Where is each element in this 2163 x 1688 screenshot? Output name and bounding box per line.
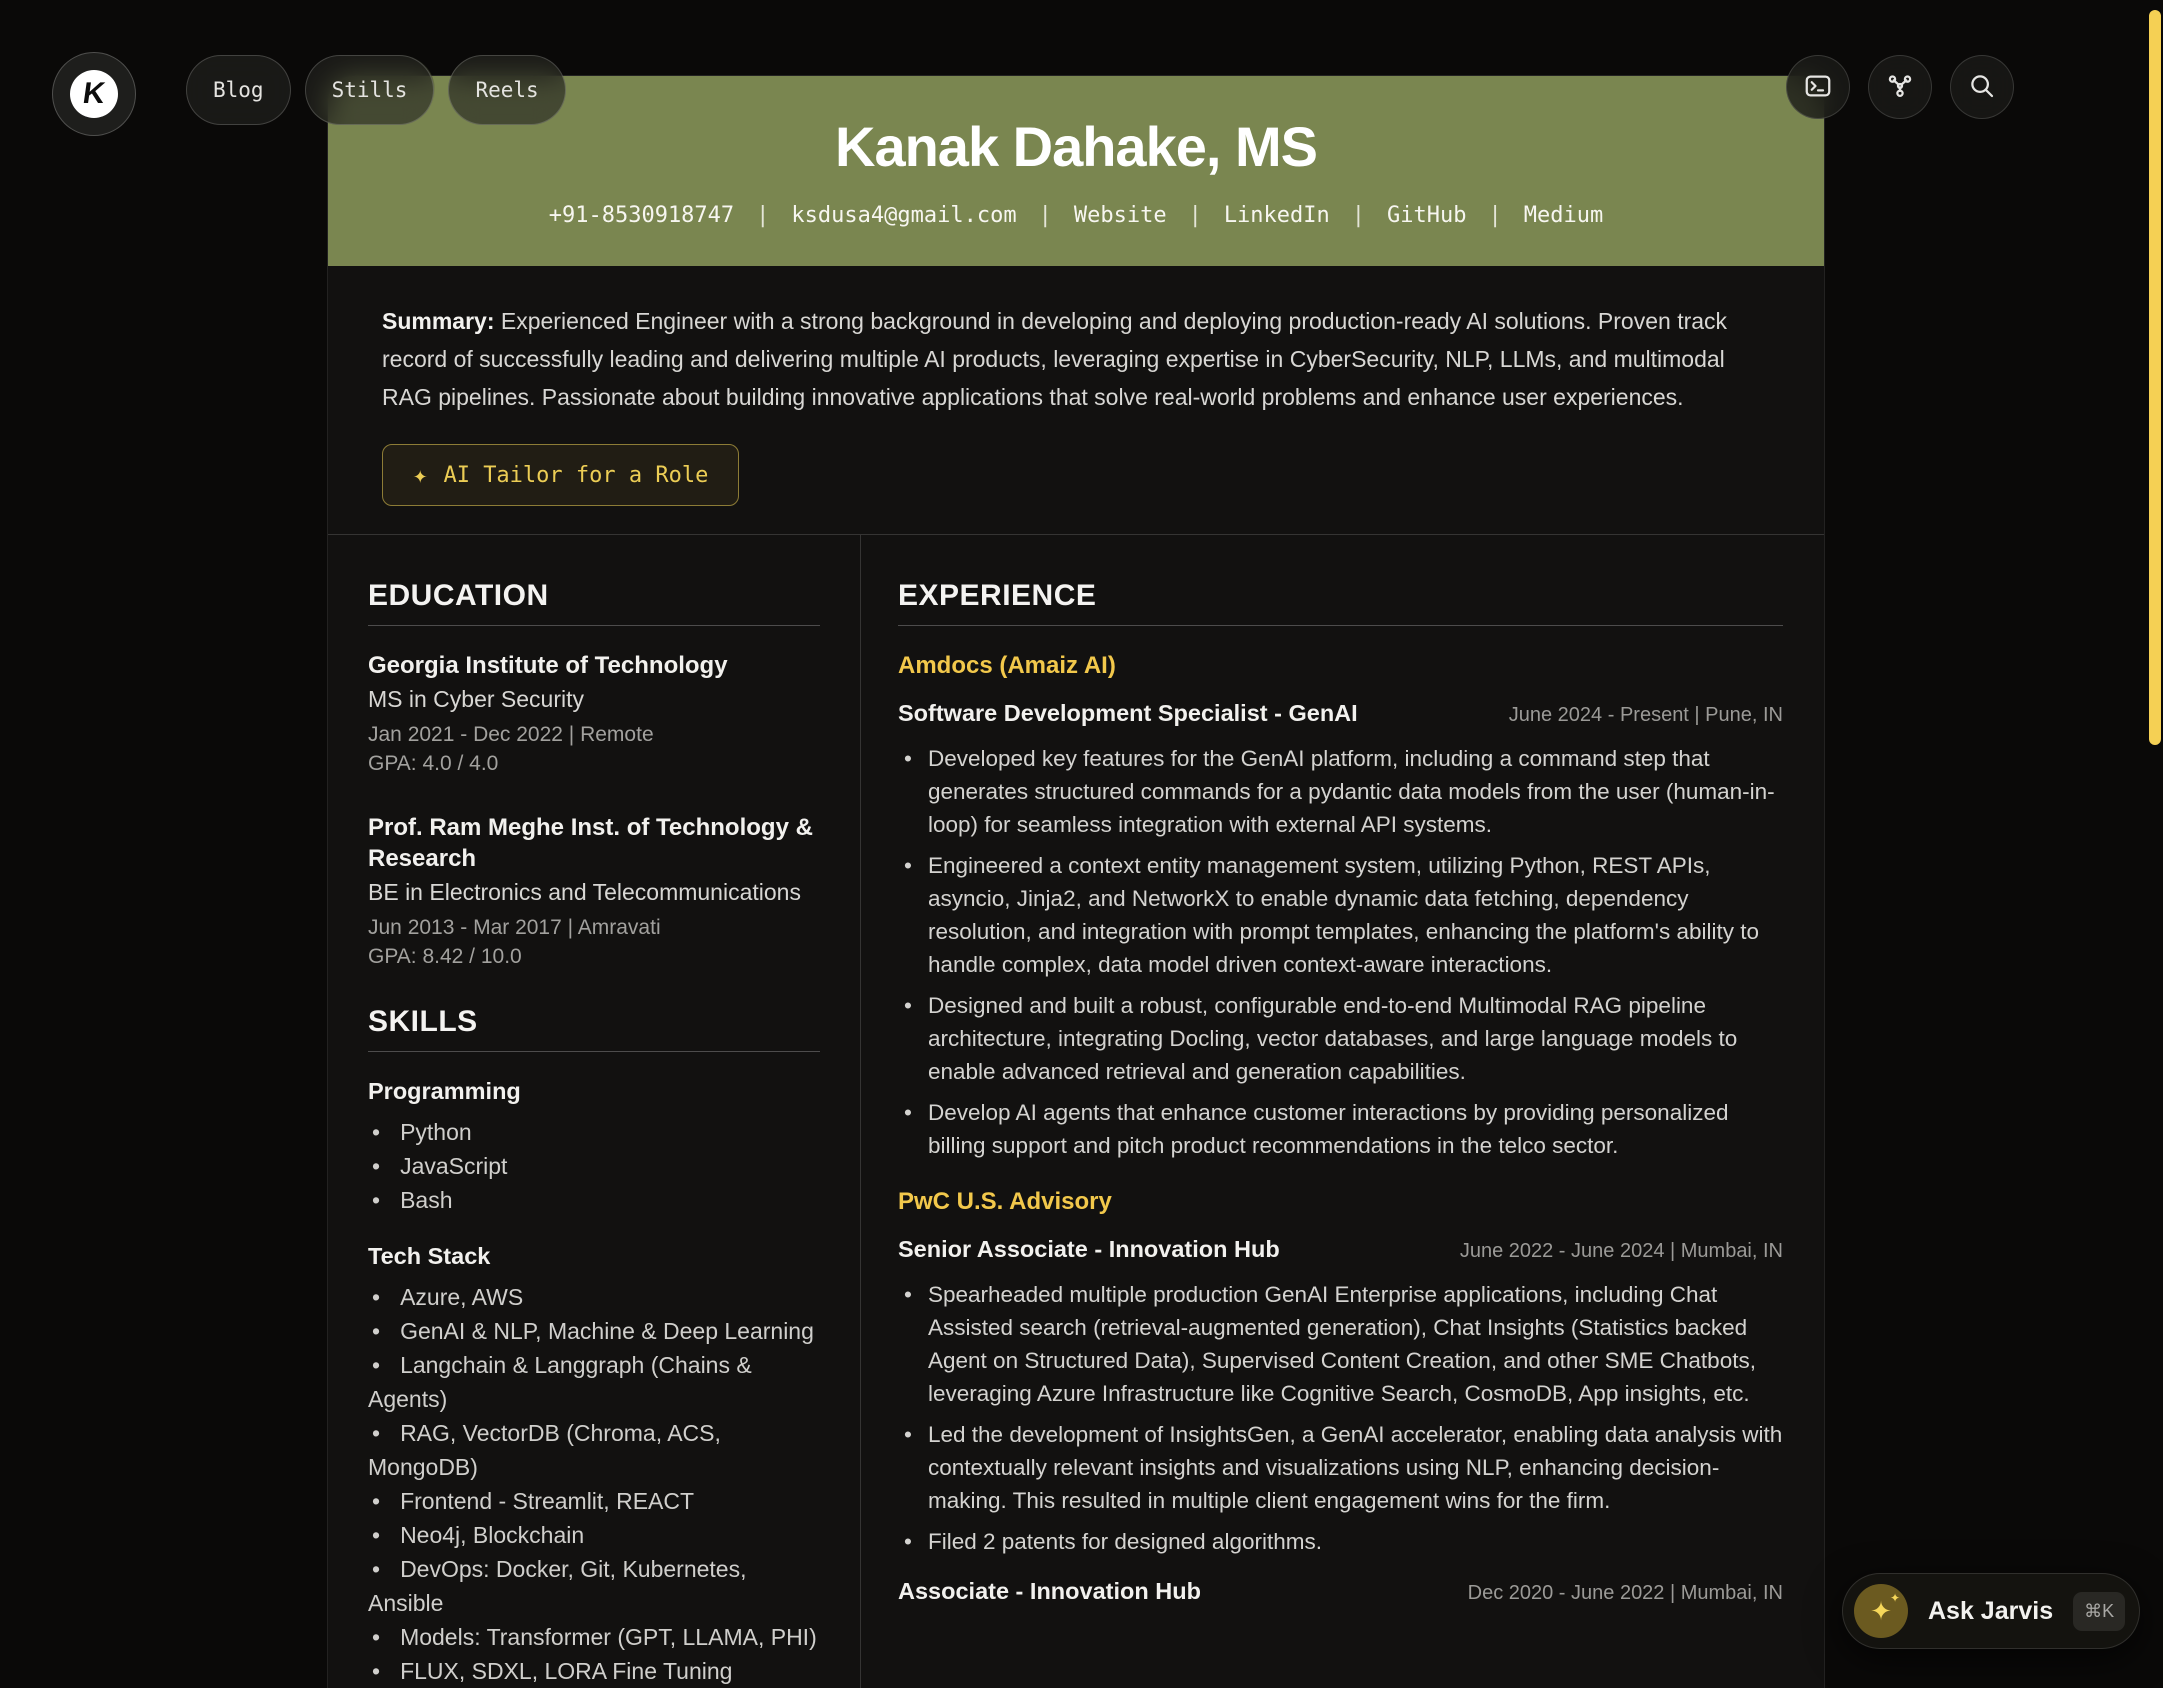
experience-bullet: • Designed and built a robust, configurable end-to-end Multimodal RAG pipeline architecture, integrating Docling, vector databases, and large language models to enable advanced retrieval and generation capabilities.	[898, 989, 1783, 1088]
terminal-icon	[1803, 71, 1833, 104]
nav-icon-group	[1786, 55, 2014, 119]
experience-heading: EXPERIENCE	[898, 579, 1783, 626]
link-github[interactable]: GitHub	[1387, 203, 1467, 228]
contact-separator: |	[1488, 203, 1502, 228]
company-name: Amdocs (Amaiz AI)	[898, 652, 1116, 679]
experience-bullet: • Engineered a context entity management system, utilizing Python, REST APIs, asyncio, Jinja2, and NetworkX to enable dynamic data fetching, dependency resolution, and integration with prompt templates, enhancing the platform's ability to handle complex, data model driven context-aware interactions.	[898, 849, 1783, 981]
skill-item: • Frontend - Streamlit, REACT	[368, 1484, 820, 1518]
skill-item: • RAG, VectorDB (Chroma, ACS, MongoDB)	[368, 1416, 820, 1484]
contact-phone[interactable]: +91-8530918747	[548, 203, 735, 228]
search-icon	[1967, 71, 1997, 104]
education-gpa: GPA: 4.0 / 4.0	[368, 752, 499, 775]
experience-bullet: • Filed 2 patents for designed algorithms.	[898, 1525, 1783, 1558]
search-button[interactable]	[1950, 55, 2014, 119]
role-dates-location: June 2022 - June 2024 | Mumbai, IN	[1459, 1240, 1783, 1262]
education-dates: Jun 2013 - Mar 2017 | Amravati	[368, 916, 661, 939]
skill-group-title: Programming	[368, 1078, 521, 1104]
nav-item-blog[interactable]: Blog	[186, 55, 291, 125]
school-name: Prof. Ram Meghe Inst. of Technology & Research	[368, 814, 813, 872]
contact-separator: |	[756, 203, 770, 228]
education-gpa: GPA: 8.42 / 10.0	[368, 945, 522, 968]
experience-bullet: • Developed key features for the GenAI platform, including a command step that generates structured commands for a pydantic data models from the user (human-in-loop) for seamless integration with external API systems.	[898, 742, 1783, 841]
network-graph-button[interactable]	[1868, 55, 1932, 119]
skill-item: • Bash	[368, 1183, 820, 1217]
role-title: Associate - Innovation Hub	[898, 1578, 1201, 1604]
education-dates: Jan 2021 - Dec 2022 | Remote	[368, 723, 654, 746]
experience-bullet-list	[898, 1278, 1783, 1558]
skill-item: • Azure, AWS	[368, 1280, 820, 1314]
left-column	[328, 535, 861, 1688]
experience-bullet-list	[898, 742, 1783, 1162]
experience-bullet: • Spearheaded multiple production GenAI Enterprise applications, including Chat Assisted search (retrieval-augmented generation), Chat Insights (Statistics backed Agent on Structured Data), Supervised Content Creation, and other SME Chatbots, leveraging Azure Infrastructure like Cognitive Search, CosmoDB, App insights, etc.	[898, 1278, 1783, 1410]
skill-item: • FLUX, SDXL, LORA Fine Tuning	[368, 1654, 820, 1688]
education-item	[368, 812, 820, 971]
school-name: Georgia Institute of Technology	[368, 652, 728, 679]
nav-item-reels[interactable]: Reels	[448, 55, 565, 125]
role-dates-location: Dec 2020 - June 2022 | Mumbai, IN	[1467, 1582, 1783, 1604]
skill-list	[368, 1280, 820, 1688]
experience-section	[898, 579, 1783, 1606]
summary-text: Summary: Experienced Engineer with a strong background in developing and deploying production-ready AI solutions. Proven track record of successfully leading and delivering multiple AI products, leveraging expertise in CyberSecurity, NLP, LLMs, and multimodal RAG pipelines. Passionate about building innovative applications that solve real-world problems and enhance user experiences.	[382, 308, 1728, 410]
link-linkedin[interactable]: LinkedIn	[1223, 203, 1330, 228]
nav-item-stills[interactable]: Stills	[305, 55, 435, 125]
logo-k-icon: K	[70, 70, 118, 118]
skill-group-title: Tech Stack	[368, 1243, 491, 1269]
jarvis-sparkles-icon: ✦ ✦	[1854, 1584, 1908, 1638]
scrollbar-thumb[interactable]	[2149, 10, 2161, 745]
skill-list	[368, 1115, 820, 1217]
role-row	[898, 698, 1783, 728]
contact-separator: |	[1351, 203, 1366, 228]
education-section	[368, 579, 820, 971]
ask-jarvis-label: Ask Jarvis	[1928, 1596, 2054, 1625]
degree: MS in Cyber Security	[368, 686, 585, 712]
role-row	[898, 1576, 1783, 1606]
logo-button[interactable]	[52, 52, 136, 136]
skill-item: • Langchain & Langgraph (Chains & Agents)	[368, 1348, 820, 1416]
role-dates-location: June 2024 - Present | Pune, IN	[1508, 704, 1783, 726]
link-website[interactable]: Website	[1073, 203, 1167, 228]
page-title: Kanak Dahake, MS	[835, 115, 1317, 178]
company-name: PwC U.S. Advisory	[898, 1188, 1112, 1215]
skill-item: • Python	[368, 1115, 820, 1149]
experience-bullet: • Led the development of InsightsGen, a GenAI accelerator, enabling data analysis with contextually relevant insights and visualizations using NLP, enhancing decision-making. This resulted in multiple client engagement wins for the firm.	[898, 1418, 1783, 1517]
education-item	[368, 650, 820, 778]
contact-separator: |	[1188, 203, 1202, 228]
network-graph-icon	[1885, 71, 1915, 104]
skill-item: • Models: Transformer (GPT, LLAMA, PHI)	[368, 1620, 820, 1654]
skill-item: • JavaScript	[368, 1149, 820, 1183]
contact-email[interactable]: ksdusa4@gmail.com	[791, 203, 1017, 228]
contact-separator: |	[1038, 203, 1052, 228]
skills-section	[368, 1005, 820, 1688]
degree: BE in Electronics and Telecommunications	[368, 879, 801, 905]
education-heading: EDUCATION	[368, 579, 820, 626]
terminal-button[interactable]	[1786, 55, 1850, 119]
skills-heading: SKILLS	[368, 1005, 820, 1052]
keyboard-shortcut-badge: ⌘K	[2073, 1592, 2125, 1631]
contact-row	[549, 203, 1604, 228]
role-row	[898, 1234, 1783, 1264]
ai-tailor-button[interactable]	[382, 444, 739, 506]
summary-label: Summary:	[382, 308, 495, 334]
role-title: Senior Associate - Innovation Hub	[898, 1236, 1280, 1262]
right-column	[861, 535, 1824, 1688]
link-medium[interactable]: Medium	[1523, 203, 1604, 228]
role-title: Software Development Specialist - GenAI	[898, 700, 1358, 726]
skill-item: • GenAI & NLP, Machine & Deep Learning	[368, 1314, 820, 1348]
resume-columns	[328, 534, 1824, 1688]
resume-card	[327, 75, 1825, 1688]
skill-item: • DevOps: Docker, Git, Kubernetes, Ansible	[368, 1552, 820, 1620]
sparkle-icon: ✦	[413, 461, 428, 489]
summary-section	[328, 266, 1824, 506]
experience-bullet: • Develop AI agents that enhance customer interactions by providing personalized billing support and pitch product recommendations in the telco sector.	[898, 1096, 1783, 1162]
skill-item: • Neo4j, Blockchain	[368, 1518, 820, 1552]
ask-jarvis-button[interactable]	[1842, 1573, 2140, 1649]
ai-tailor-button-label: AI Tailor for a Role	[443, 462, 709, 488]
top-nav	[186, 55, 566, 125]
